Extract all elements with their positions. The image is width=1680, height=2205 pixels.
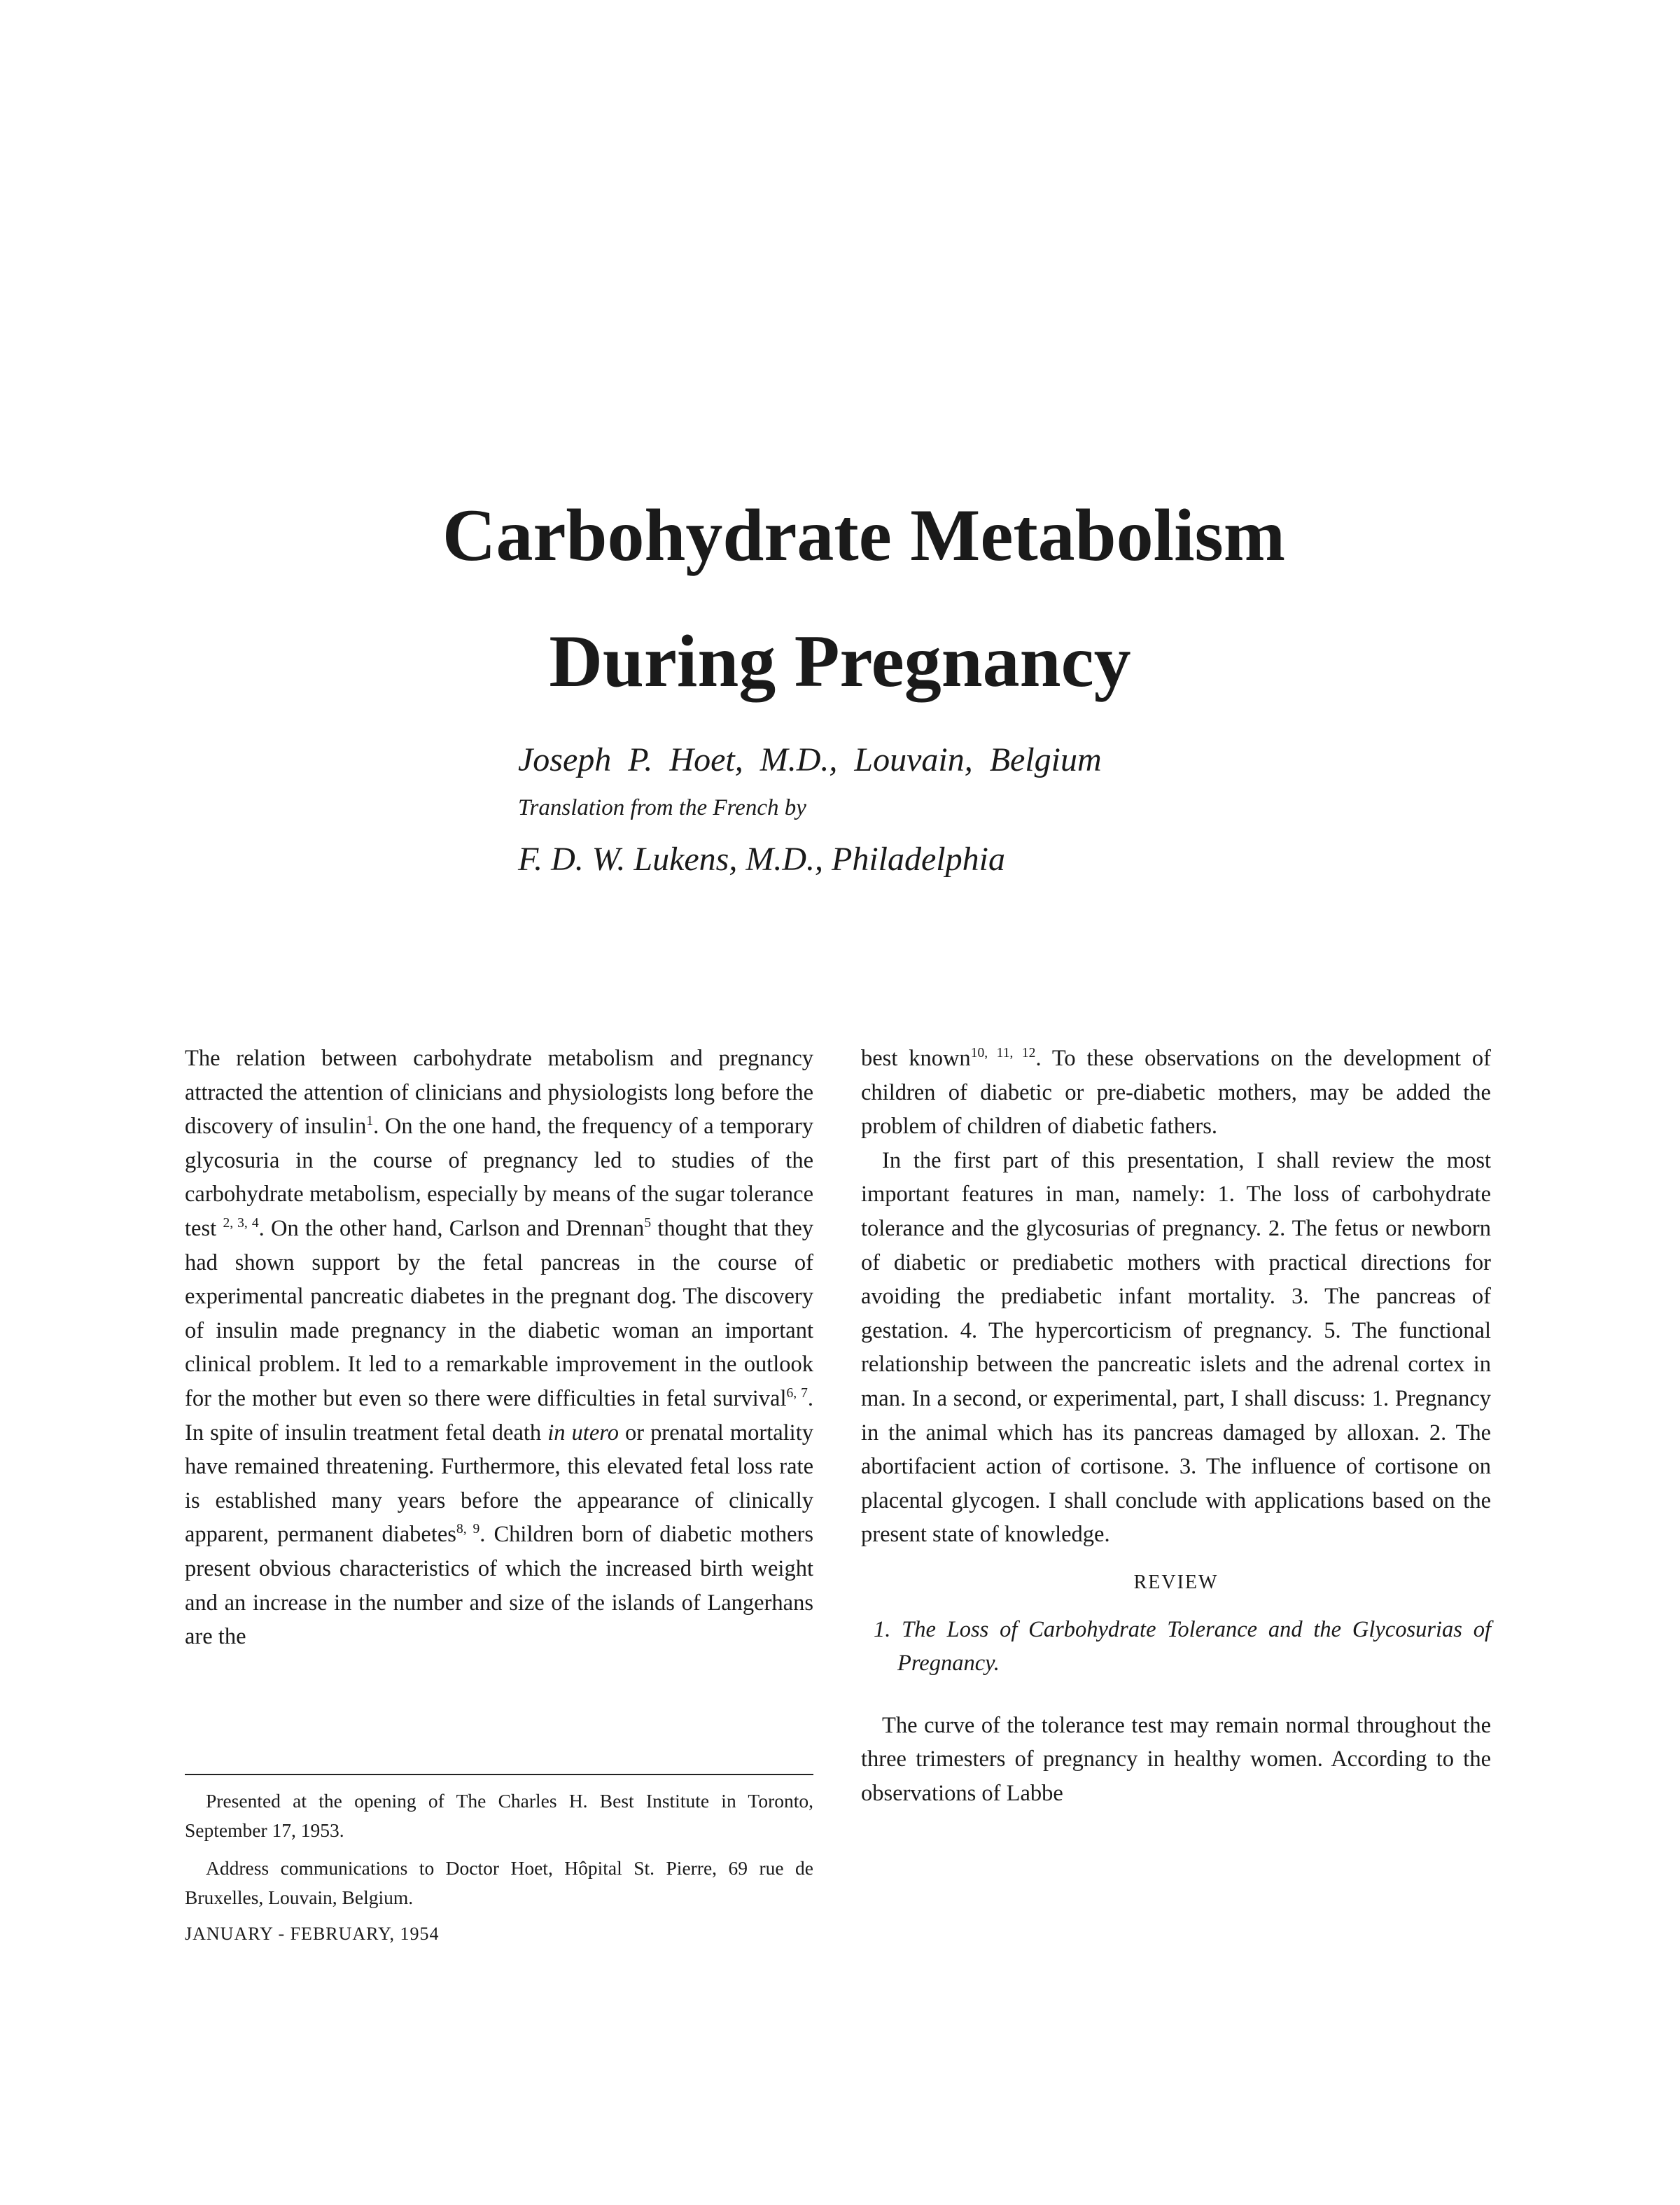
text-run: or prenatal mortality have remained threatening. Furthermore, this elevated fetal loss rate is established many years before the appearance of clinically apparent, permanent diabetes (185, 1420, 813, 1548)
author-byline: Joseph P. Hoet, M.D., Louvain, Belgium (518, 741, 1102, 778)
article-title-line-2: During Pregnancy (549, 620, 1131, 702)
text-run: . On the other hand, Carlson and Drennan (258, 1215, 645, 1241)
text-run: thought that they had shown support by the fetal pancreas in the course of experimental pancreatic diabetes in the pregnant dog. The discovery of insulin made pregnancy in the diabetic woman an important clinical problem. It led to a remarkable improvement in the outlook for the mother but even so there were difficulties in fetal survival (185, 1215, 813, 1411)
footnotes (185, 1786, 813, 1921)
footnote-address: Address communications to Doctor Hoet, Hôpital St. Pierre, 69 rue de Bruxelles, Louvain, Belgium. (185, 1857, 813, 1908)
reference-marker: 5 (644, 1216, 652, 1231)
article-title-line-1: Carbohydrate Metabolism (442, 494, 1286, 576)
italic-phrase: in utero (547, 1420, 619, 1446)
subsection-heading: 1. The Loss of Carbohydrate Tolerance and the Glycosurias of Pregnancy. (874, 1616, 1491, 1676)
reference-marker: 6, 7 (786, 1386, 808, 1401)
text-run: best known (861, 1046, 971, 1071)
body-paragraph (185, 1042, 813, 1654)
footnote-presented: Presented at the opening of The Charles H. Best Institute in Toronto, September 17, 1953. (185, 1790, 813, 1841)
section-heading: REVIEW (1133, 1571, 1219, 1593)
body-paragraph: In the first part of this presentation, I shall review the most important features in man, namely: 1. The loss of carbohydrate tolerance and the glycosurias of pregnancy. 2. The fetus or newborn of diabetic or prediabetic mothers with practical directions for avoiding the prediabetic infant mortality. 3. The pancreas of gestation. 4. The hypercorticism of pregnancy. 5. The functional relationship between the pancreatic islets and the adrenal cortex in man. In a second, or experimental, part, I shall discuss: 1. Pregnancy in the animal which has its pancreas damaged by alloxan. 2. The abortifacient action of cortisone. 3. The influence of cortisone on placental glycogen. I shall conclude with applications based on the present state of knowledge. (861, 1147, 1491, 1548)
text-run: . To these observations on the development of children of diabetic or pre-diabetic mothers, may be added the problem of children of diabetic fathers. (861, 1046, 1491, 1140)
reference-marker: 10, 11, 12 (970, 1046, 1036, 1061)
reference-marker: 8, 9 (456, 1522, 480, 1537)
translation-note: Translation from the French by (518, 795, 806, 820)
body-paragraph (861, 1042, 1491, 1144)
footnote-divider (185, 1774, 813, 1775)
journal-issue-date: JANUARY - FEBRUARY, 1954 (185, 1924, 440, 1944)
reference-marker: 2, 3, 4 (223, 1216, 259, 1231)
right-column (861, 1042, 1491, 1810)
reference-marker: 1 (366, 1114, 374, 1129)
text-run: . On the one hand, the frequency of a temporary glycosuria in the course of pregnancy led to studies of the carbohydrate metabolism, especially by means of the sugar tolerance test (185, 1114, 813, 1241)
translator-byline: F. D. W. Lukens, M.D., Philadelphia (518, 841, 1005, 878)
text-run: . In spite of insulin treatment fetal death (185, 1385, 814, 1446)
text-run: The relation between carbohydrate metabolism and pregnancy attracted the attention of clinicians and physiologists long before the discovery of insulin (185, 1046, 813, 1140)
body-paragraph: The curve of the tolerance test may remain normal throughout the three trimesters of pregnancy in healthy women. According to the observations of Labbe (861, 1712, 1491, 1806)
text-run: . Children born of diabetic mothers present obvious characteristics of which the increased birth weight and an increase in the number and size of the islands of Langerhans are the (185, 1522, 814, 1650)
left-column (185, 1042, 813, 1654)
